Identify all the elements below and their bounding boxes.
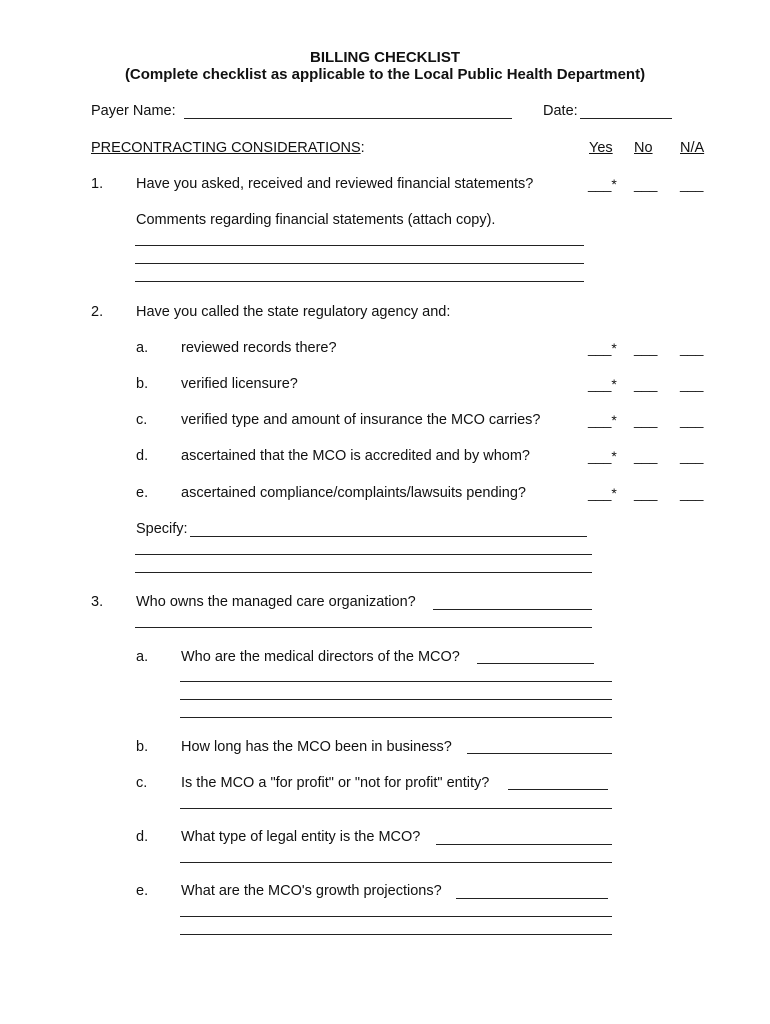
item-text: Is the MCO a "for profit" or "not for profit" entity? bbox=[181, 775, 490, 791]
na-checkbox[interactable]: ___ bbox=[680, 412, 704, 428]
comments-label: Comments regarding financial statements (attach copy). bbox=[136, 212, 496, 228]
na-checkbox[interactable]: ___ bbox=[680, 485, 704, 501]
no-checkbox[interactable]: ___ bbox=[634, 485, 658, 501]
item-text: ascertained compliance/complaints/lawsuits pending? bbox=[181, 485, 526, 501]
item-text: What are the MCO's growth projections? bbox=[181, 883, 442, 899]
answer-field[interactable] bbox=[477, 663, 594, 664]
yes-checkbox[interactable]: ___* bbox=[588, 485, 617, 501]
section-title-colon: : bbox=[360, 140, 365, 156]
no-checkbox[interactable]: ___ bbox=[634, 376, 658, 392]
item-text: ascertained that the MCO is accredited and by whom? bbox=[181, 448, 530, 464]
na-checkbox[interactable]: ___ bbox=[680, 176, 704, 192]
date-label: Date: bbox=[543, 103, 578, 119]
yes-checkbox[interactable]: ___* bbox=[588, 176, 617, 192]
answer-field[interactable] bbox=[433, 609, 592, 610]
answer-line[interactable] bbox=[180, 717, 612, 718]
comments-line[interactable] bbox=[135, 245, 584, 246]
answer-line[interactable] bbox=[135, 627, 592, 628]
no-checkbox[interactable]: ___ bbox=[634, 448, 658, 464]
item-text: verified licensure? bbox=[181, 376, 298, 392]
item-letter: e. bbox=[136, 883, 149, 899]
item-letter: d. bbox=[136, 448, 149, 464]
question-number: 2. bbox=[91, 304, 104, 320]
comments-line[interactable] bbox=[135, 281, 584, 282]
na-checkbox[interactable]: ___ bbox=[680, 376, 704, 392]
answer-field[interactable] bbox=[467, 753, 612, 754]
item-letter: a. bbox=[136, 340, 149, 356]
yes-checkbox[interactable]: ___* bbox=[588, 448, 617, 464]
answer-line[interactable] bbox=[180, 699, 612, 700]
answer-field[interactable] bbox=[436, 844, 612, 845]
item-text: Who are the medical directors of the MCO? bbox=[181, 649, 460, 665]
question-number: 3. bbox=[91, 594, 104, 610]
no-checkbox[interactable]: ___ bbox=[634, 340, 658, 356]
question-number: 1. bbox=[91, 176, 104, 192]
item-letter: a. bbox=[136, 649, 149, 665]
question-text: Have you asked, received and reviewed financial statements? bbox=[136, 176, 534, 192]
answer-line[interactable] bbox=[180, 681, 612, 682]
yes-checkbox[interactable]: ___* bbox=[588, 376, 617, 392]
item-text: verified type and amount of insurance the MCO carries? bbox=[181, 412, 541, 428]
comments-line[interactable] bbox=[135, 263, 584, 264]
question-text: Have you called the state regulatory agency and: bbox=[136, 304, 451, 320]
answer-line[interactable] bbox=[180, 808, 612, 809]
yes-checkbox[interactable]: ___* bbox=[588, 412, 617, 428]
answer-field[interactable] bbox=[456, 898, 608, 899]
item-letter: c. bbox=[136, 775, 148, 791]
section-title bbox=[91, 141, 365, 156]
answer-line[interactable] bbox=[180, 862, 612, 863]
item-text: How long has the MCO been in business? bbox=[181, 739, 452, 755]
column-na-header: N/A bbox=[680, 140, 705, 156]
column-no-header: No bbox=[634, 140, 653, 156]
no-checkbox[interactable]: ___ bbox=[634, 412, 658, 428]
payer-name-label: Payer Name: bbox=[91, 103, 176, 119]
page-subtitle: (Complete checklist as applicable to the Local Public Health Department) bbox=[124, 66, 646, 83]
na-checkbox[interactable]: ___ bbox=[680, 448, 704, 464]
section-title-text: PRECONTRACTING CONSIDERATIONS bbox=[91, 140, 361, 156]
column-yes-header: Yes bbox=[589, 140, 613, 156]
answer-field[interactable] bbox=[508, 789, 608, 790]
na-checkbox[interactable]: ___ bbox=[680, 340, 704, 356]
no-checkbox[interactable]: ___ bbox=[634, 176, 658, 192]
question-text: Who owns the managed care organization? bbox=[136, 594, 416, 610]
specify-line[interactable] bbox=[135, 554, 592, 555]
item-letter: e. bbox=[136, 485, 149, 501]
item-letter: b. bbox=[136, 376, 149, 392]
item-text: What type of legal entity is the MCO? bbox=[181, 829, 421, 845]
date-field[interactable] bbox=[580, 118, 672, 119]
payer-name-field[interactable] bbox=[184, 118, 512, 119]
item-letter: c. bbox=[136, 412, 148, 428]
yes-checkbox[interactable]: ___* bbox=[588, 340, 617, 356]
item-letter: b. bbox=[136, 739, 149, 755]
item-letter: d. bbox=[136, 829, 149, 845]
answer-line[interactable] bbox=[180, 934, 612, 935]
specify-line[interactable] bbox=[135, 572, 592, 573]
answer-line[interactable] bbox=[180, 916, 612, 917]
specify-field[interactable] bbox=[190, 536, 587, 537]
specify-label: Specify: bbox=[136, 521, 188, 537]
item-text: reviewed records there? bbox=[181, 340, 337, 356]
page-title: BILLING CHECKLIST bbox=[310, 49, 460, 66]
